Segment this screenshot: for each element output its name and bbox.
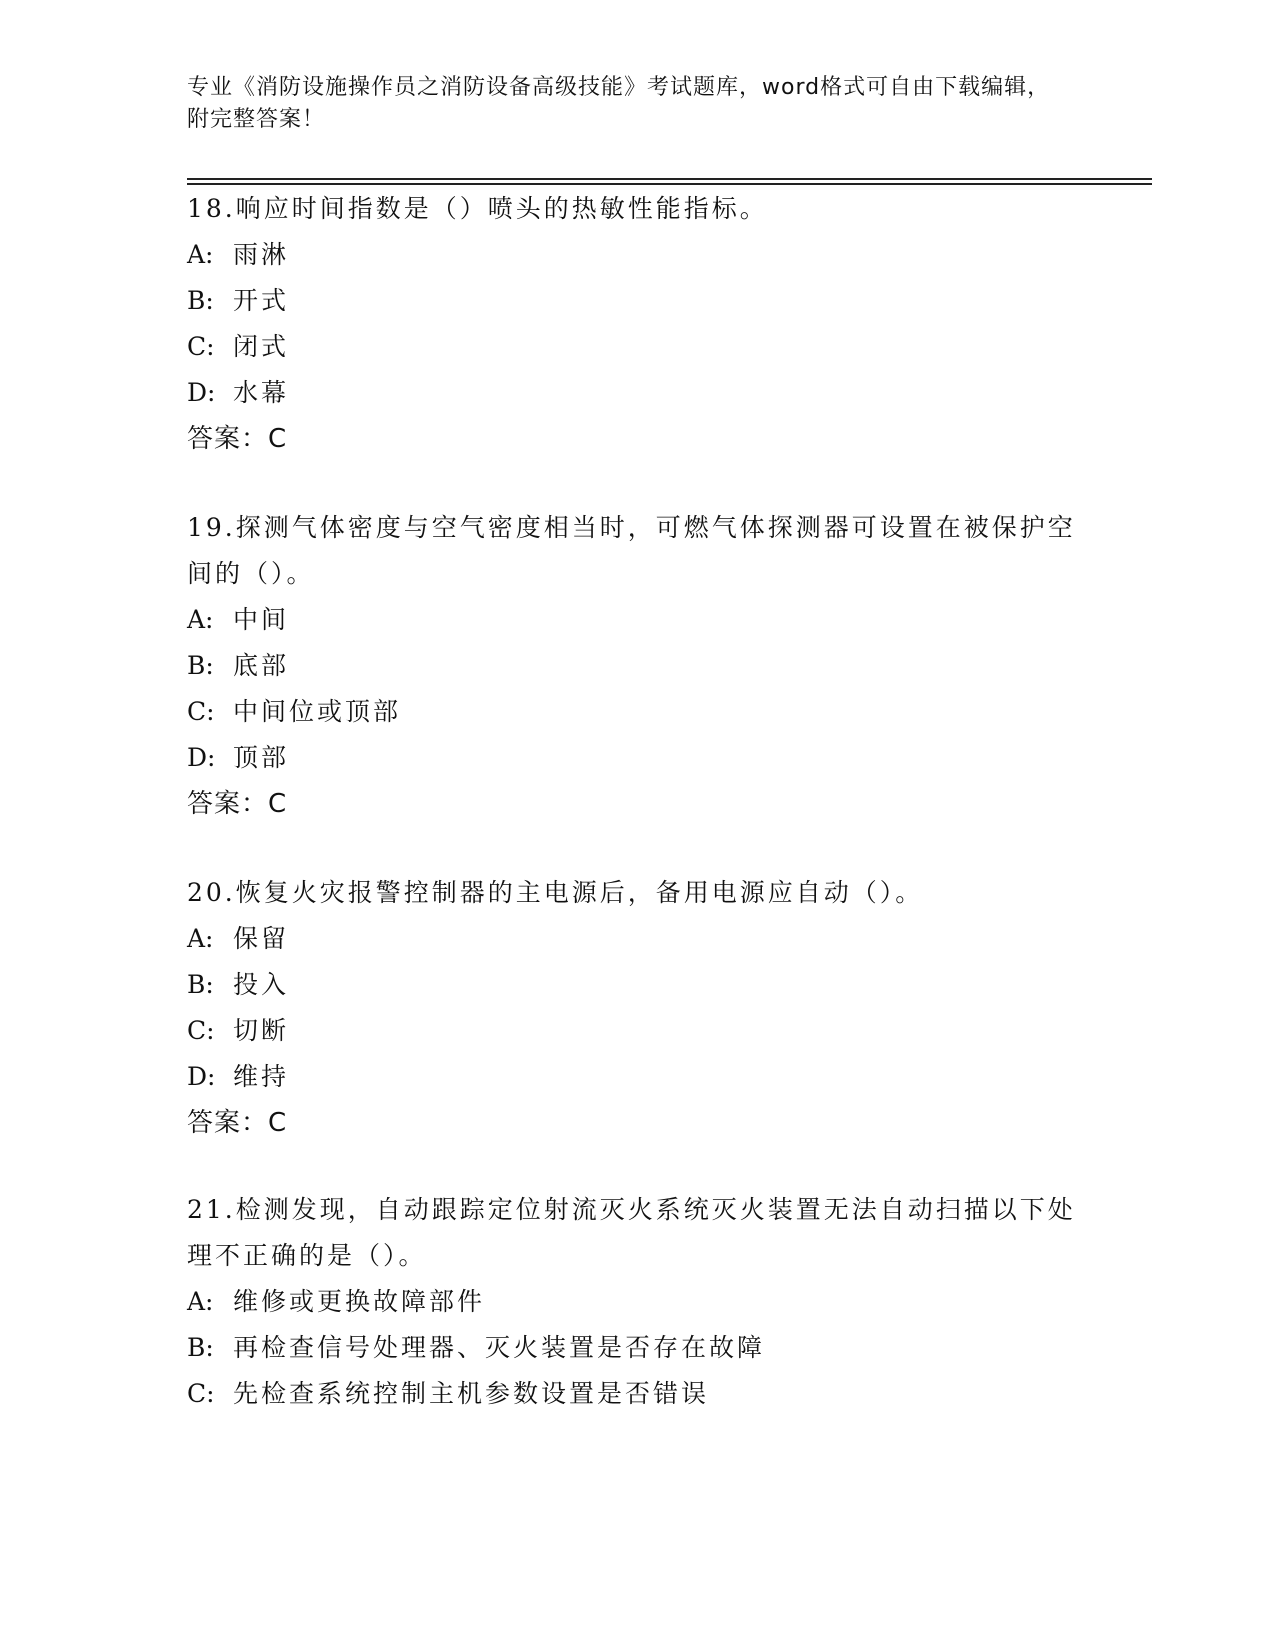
- option-text: 保留: [233, 924, 290, 953]
- question-18: [187, 186, 1087, 462]
- question-stem: 20.恢复火灾报警控制器的主电源后，备用电源应自动（）。: [187, 878, 924, 907]
- option-text: 先检查系统控制主机参数设置是否错误: [233, 1379, 710, 1408]
- option-a: [187, 916, 1087, 962]
- option-text: 投入: [233, 970, 290, 999]
- option-label: B:: [187, 1333, 214, 1362]
- option-text: 切断: [233, 1016, 290, 1045]
- option-label: B:: [187, 651, 214, 680]
- option-label: C:: [187, 1379, 215, 1408]
- option-text: 闭式: [233, 332, 290, 361]
- question-19: [187, 505, 1087, 827]
- option-text: 维修或更换故障部件: [233, 1287, 486, 1316]
- option-b: [187, 643, 1087, 689]
- option-label: C:: [187, 332, 215, 361]
- option-c: [187, 1008, 1087, 1054]
- answer-line: 答案：C: [187, 789, 288, 819]
- option-label: D:: [187, 1062, 216, 1091]
- option-label: D:: [187, 743, 216, 772]
- option-d: [187, 1054, 1087, 1100]
- option-a: [187, 597, 1087, 643]
- document-header: 专业《消防设施操作员之消防设备高级技能》考试题库，word格式可自由下载编辑，附完整答案！: [187, 75, 1051, 132]
- option-text: 底部: [233, 651, 290, 680]
- option-text: 中间: [233, 605, 290, 634]
- option-label: D:: [187, 378, 216, 407]
- question-21: [187, 1187, 1087, 1417]
- option-d: [187, 735, 1087, 781]
- question-20: [187, 870, 1087, 1146]
- option-label: B:: [187, 970, 214, 999]
- answer-line: 答案：C: [187, 1108, 288, 1138]
- option-b: [187, 278, 1087, 324]
- option-text: 雨淋: [233, 240, 290, 269]
- option-text: 开式: [233, 286, 290, 315]
- question-stem: 21.检测发现，自动跟踪定位射流灭火系统灭火装置无法自动扫描以下处理不正确的是（）。: [187, 1195, 1076, 1270]
- option-label: A:: [187, 1287, 214, 1316]
- option-label: A:: [187, 924, 214, 953]
- header-divider-bottom: [187, 183, 1152, 185]
- option-c: [187, 1371, 1087, 1417]
- option-a: [187, 1279, 1087, 1325]
- option-label: B:: [187, 286, 214, 315]
- option-c: [187, 324, 1087, 370]
- question-stem: 18.响应时间指数是（）喷头的热敏性能指标。: [187, 194, 768, 223]
- answer-line: 答案：C: [187, 424, 288, 454]
- option-d: [187, 370, 1087, 416]
- option-label: A:: [187, 605, 214, 634]
- option-a: [187, 232, 1087, 278]
- option-b: [187, 962, 1087, 1008]
- option-b: [187, 1325, 1087, 1371]
- option-label: A:: [187, 240, 214, 269]
- option-text: 再检查信号处理器、灭火装置是否存在故障: [233, 1333, 766, 1362]
- option-text: 顶部: [233, 743, 290, 772]
- option-label: C:: [187, 1016, 215, 1045]
- option-text: 中间位或顶部: [233, 697, 402, 726]
- option-text: 维持: [233, 1062, 290, 1091]
- option-text: 水幕: [233, 378, 290, 407]
- option-label: C:: [187, 697, 215, 726]
- option-c: [187, 689, 1087, 735]
- question-stem: 19.探测气体密度与空气密度相当时，可燃气体探测器可设置在被保护空间的（）。: [187, 513, 1076, 588]
- header-divider-top: [187, 178, 1152, 180]
